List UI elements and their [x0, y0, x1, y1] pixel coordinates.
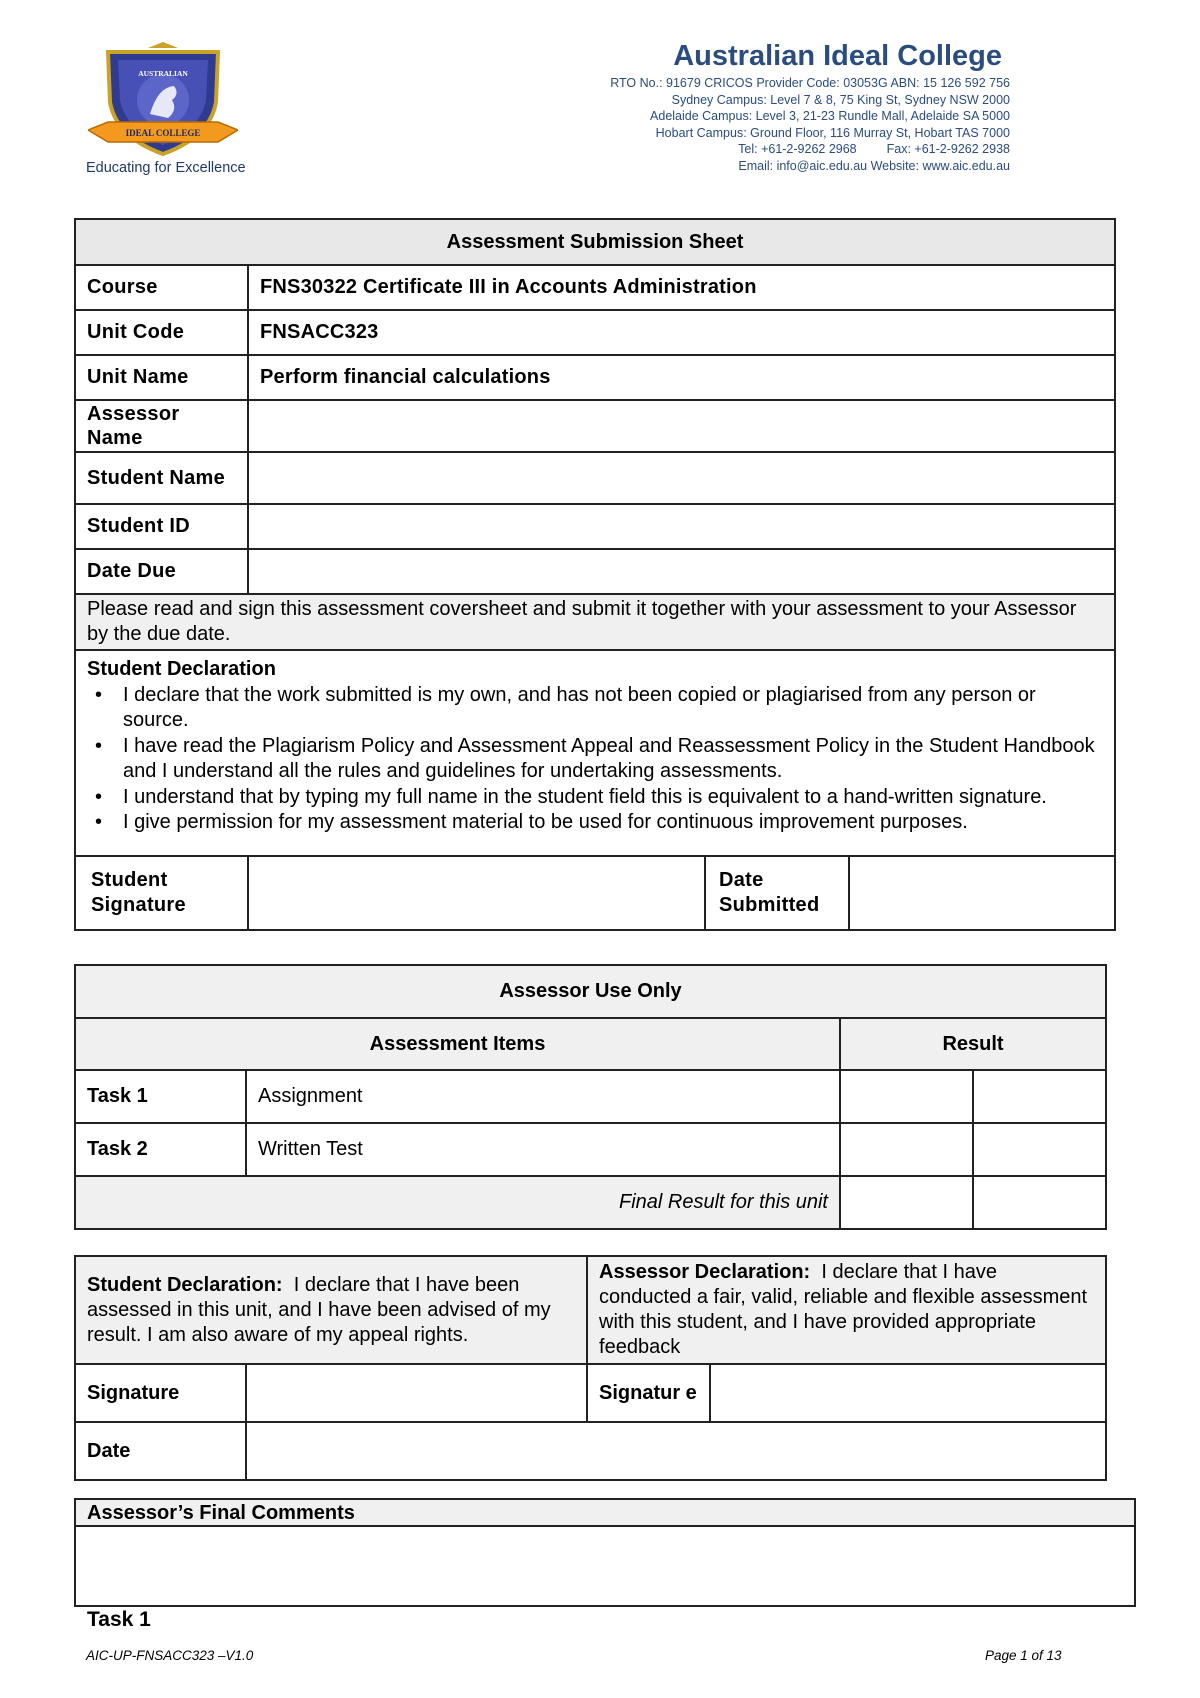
date-field[interactable]: [246, 1422, 1106, 1480]
unit-name-label: Unit Name: [75, 355, 248, 400]
svg-text:AUSTRALIAN: AUSTRALIAN: [138, 69, 188, 78]
final-comments-field[interactable]: [75, 1526, 1135, 1606]
hobart-campus: Hobart Campus: Ground Floor, 116 Murray St, Hobart TAS 7000: [655, 125, 1010, 140]
unit-code-value[interactable]: FNSACC323: [248, 310, 1115, 355]
declaration-item: • I understand that by typing my full name in the student field this is equivalent to a hand-written signature.: [87, 785, 1103, 811]
rto-line: RTO No.: 91679 CRICOS Provider Code: 03053G ABN: 15 126 592 756: [610, 76, 1010, 90]
instruction-text: Please read and sign this assessment coversheet and submit it together with your assessment to your Assessor by the due date.: [75, 594, 1115, 650]
page-number: Page 1 of 13: [985, 1648, 1062, 1663]
declaration-item: • I have read the Plagiarism Policy and Assessment Appeal and Reassessment Policy in the Student Handbook and I understand all the rules and guidelines for undertaking assessments.: [87, 734, 1103, 785]
contact-block: [610, 75, 1010, 174]
date-due-field[interactable]: [248, 549, 1115, 594]
course-value[interactable]: FNS30322 Certificate III in Accounts Administration: [248, 265, 1115, 310]
email-website: Email: info@aic.edu.au Website: www.aic.edu.au: [738, 158, 1010, 173]
assessor-signature-label: Signatur e: [587, 1364, 710, 1422]
final-result-a[interactable]: [840, 1176, 973, 1229]
unit-code-label: Unit Code: [75, 310, 248, 355]
task-2-item: Written Test: [246, 1123, 840, 1176]
student-declaration-title: Student Declaration:: [87, 1273, 283, 1296]
student-signature-label: Student Signature: [75, 856, 248, 930]
student-name-field[interactable]: [248, 452, 1115, 504]
student-signature-field-2[interactable]: [246, 1364, 587, 1422]
document-code: AIC-UP-FNSACC323 –V1.0: [86, 1648, 254, 1663]
assessor-name-field[interactable]: [248, 400, 1115, 452]
declaration-item: • I declare that the work submitted is my own, and has not been copied or plagiarised from any person or source.: [87, 683, 1103, 734]
college-name: Australian Ideal College: [673, 40, 1002, 72]
logo-ribbon-text: IDEAL COLLEGE: [125, 128, 201, 138]
final-comments-title: Assessor’s Final Comments: [75, 1499, 1135, 1526]
result-header: Result: [840, 1018, 1106, 1070]
assessor-use-table: [74, 964, 1107, 1230]
date-submitted-label: Date Submitted: [705, 856, 849, 930]
task-2-label: Task 2: [75, 1123, 246, 1176]
student-declaration-text: I declare that I have been assessed in this unit, and I have been advised of my result. I am also aware of my appeal rights.: [87, 1273, 551, 1346]
task-2-result-b[interactable]: [973, 1123, 1106, 1176]
student-declaration-cell: [75, 1256, 587, 1364]
logo-crest-icon: [88, 42, 238, 162]
assessor-declaration-cell: [587, 1256, 1106, 1364]
fax: Fax: +61-2-9262 2938: [886, 142, 1010, 156]
student-signature-label-2: Signature: [75, 1364, 246, 1422]
date-due-label: Date Due: [75, 549, 248, 594]
declaration-item: • I give permission for my assessment material to be used for continuous improvement purposes.: [87, 810, 1103, 836]
student-declaration-block: [75, 650, 1115, 856]
phone-fax-line: [610, 141, 1010, 158]
task-1-heading: Task 1: [87, 1608, 151, 1631]
student-name-label: Student Name: [75, 452, 248, 504]
student-signature-field[interactable]: [248, 856, 705, 930]
student-id-label: Student ID: [75, 504, 248, 549]
unit-name-value[interactable]: Perform financial calculations: [248, 355, 1115, 400]
date-submitted-field[interactable]: [849, 856, 1115, 930]
submission-sheet-table: [74, 218, 1116, 931]
task-1-label: Task 1: [75, 1070, 246, 1123]
task-1-result-a[interactable]: [840, 1070, 973, 1123]
task-2-result-a[interactable]: [840, 1123, 973, 1176]
assessor-use-title: Assessor Use Only: [75, 965, 1106, 1018]
tel: Tel: +61-2-9262 2968: [738, 142, 857, 156]
assessor-signature-field[interactable]: [710, 1364, 1106, 1422]
task-1-item: Assignment: [246, 1070, 840, 1123]
declaration-title: Student Declaration: [87, 658, 276, 680]
sydney-campus: Sydney Campus: Level 7 & 8, 75 King St, Sydney NSW 2000: [671, 92, 1010, 107]
student-id-field[interactable]: [248, 504, 1115, 549]
assessor-declaration-text: I declare that I have conducted a fair, valid, reliable and flexible assessment with this student, and I have provided appropriate feedback: [599, 1261, 1088, 1358]
final-result-label: Final Result for this unit: [75, 1176, 840, 1229]
final-comments-table: [74, 1498, 1136, 1607]
task-1-result-b[interactable]: [973, 1070, 1106, 1123]
assessor-declaration-title: Assessor Declaration:: [599, 1261, 811, 1283]
assessment-items-header: Assessment Items: [75, 1018, 840, 1070]
sheet-title: Assessment Submission Sheet: [75, 219, 1115, 265]
course-label: Course: [75, 265, 248, 310]
tagline: Educating for Excellence: [86, 160, 246, 176]
assessor-name-label: Assessor Name: [75, 400, 248, 452]
declarations-table: [74, 1255, 1107, 1481]
date-label: Date: [75, 1422, 246, 1480]
college-logo: [88, 42, 238, 162]
adelaide-campus: Adelaide Campus: Level 3, 21-23 Rundle Mall, Adelaide SA 5000: [650, 109, 1010, 123]
final-result-b[interactable]: [973, 1176, 1106, 1229]
